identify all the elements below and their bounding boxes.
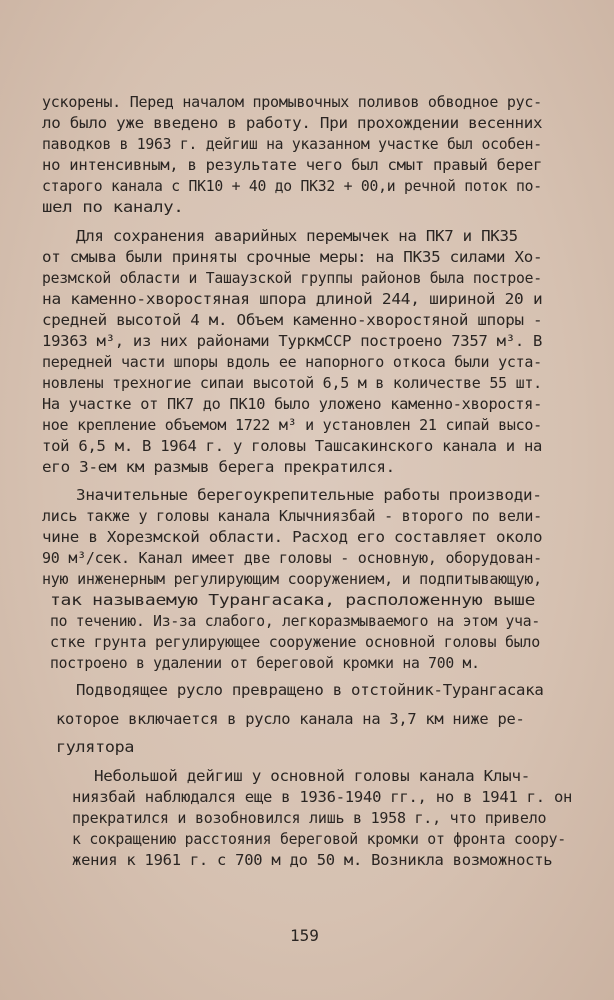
- text-line: Подводящее русло превращено в отстойник-Турангасака: [76, 681, 544, 699]
- text-line: 90 м³/сек. Канал имеет две головы - основную, оборудован-: [42, 549, 542, 567]
- text-line: Для сохранения аварийных перемычек на ПК7 и ПК35: [76, 227, 518, 245]
- text-line: 19363 м³, из них районами ТуркмССР построено 7357 м³. В: [42, 332, 543, 350]
- text-line: жения к 1961 г. с 700 м до 50 м. Возникла возможность: [72, 851, 553, 869]
- text-line: ускорены. Перед началом промывочных поливов обводное рус-: [42, 93, 542, 111]
- text-line: прекратился и возобновился лишь в 1958 г., что привело: [72, 809, 547, 827]
- text-line: чине в Хорезмской области. Расход его составляет около: [42, 528, 543, 546]
- text-line: стке грунта регулирующее сооружение основной головы было: [50, 633, 541, 651]
- text-line: которое включается в русло канала на 3,7 км ниже ре-: [56, 710, 525, 728]
- text-line: старого канала с ПК10 + 40 до ПК32 + 00,и речной поток по-: [42, 177, 542, 195]
- text-line: паводков в 1963 г. дейгиш на указанном участке был особен-: [42, 135, 542, 153]
- text-line: ло было уже введено в работу. При прохождении весенних: [42, 114, 543, 132]
- text-line: ную инженерным регулирующим сооружением, и подпитывающую,: [42, 570, 542, 588]
- text-line: той 6,5 м. В 1964 г. у головы Ташсакинского канала и на: [42, 437, 543, 455]
- text-line: Небольшой дейгиш у основной головы канала Клыч-: [94, 767, 531, 785]
- text-line: Значительные берегоукрепительные работы производи-: [76, 486, 542, 504]
- text-line: На участке от ПК7 до ПК10 было уложено каменно-хворостя-: [42, 395, 543, 413]
- text-line: по течению. Из-за слабого, легкоразмываемого на этом уча-: [50, 612, 540, 630]
- text-line: на каменно-хворостяная шпора длиной 244, шириной 20 и: [42, 290, 543, 308]
- text-line: новлены трехногие сипаи высотой 6,5 м в количестве 55 шт.: [42, 374, 542, 392]
- text-line: гулятора: [56, 738, 135, 756]
- text-line: так называемую Турангасака, расположенную выше: [50, 591, 536, 609]
- text-line: ное крепление объемом 1722 м³ и установлен 21 сипай высо-: [42, 416, 542, 434]
- text-line: но интенсивным, в результате чего был смыт правый берег: [42, 156, 543, 174]
- text-line: передней части шпоры вдоль ее напорного откоса были уста-: [42, 353, 542, 371]
- text-line: шел по каналу.: [42, 198, 184, 216]
- text-line: построено в удалении от береговой кромки на 700 м.: [50, 654, 480, 672]
- text-line: средней высотой 4 м. Объем каменно-хворостяной шпоры -: [42, 311, 543, 329]
- text-line: к сокращению расстояния береговой кромки от фронта соору-: [72, 830, 566, 848]
- text-line: лись также у головы канала Клычниязбай - второго по вели-: [42, 507, 542, 525]
- text-line: его 3-ем км размыв берега прекратился.: [42, 458, 395, 476]
- text-line: резмской области и Ташаузской группы районов была построе-: [42, 269, 542, 287]
- text-line: от смыва были приняты срочные меры: на ПК35 силами Хо-: [42, 248, 543, 266]
- page-number: 159: [290, 926, 319, 945]
- text-line: ниязбай наблюдался еще в 1936-1940 гг., но в 1941 г. он: [72, 788, 573, 806]
